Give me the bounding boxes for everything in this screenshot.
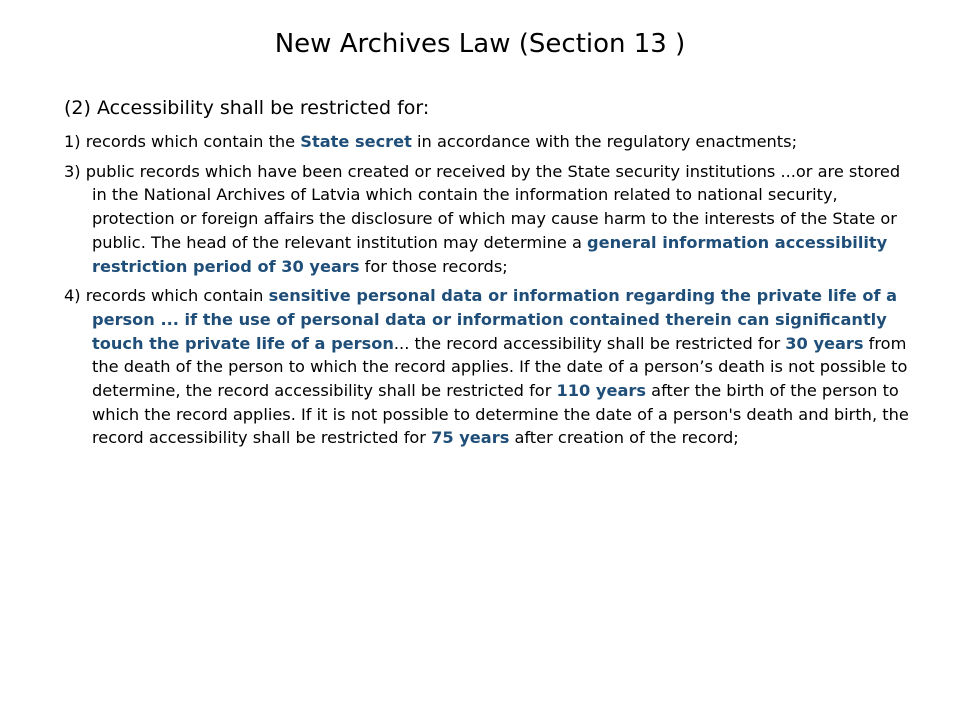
highlighted-term: 30 years <box>785 333 864 353</box>
text-segment: from the death of the person to which the record applies. If the date of a person’s death is not possible to determine, the record accessibility shall be restricted for <box>92 333 908 401</box>
slide-body <box>64 93 914 456</box>
highlighted-term: 75 years <box>431 428 510 448</box>
text-segment: 1) records which contain the <box>64 132 301 151</box>
highlighted-term: general information accessibility restriction period of 30 years <box>92 232 888 276</box>
section-subheading: (2) Accessibility shall be restricted for: <box>64 97 430 119</box>
text-segment: after creation of the record; <box>509 428 739 448</box>
paragraph-item-3 <box>64 160 914 279</box>
text-segment: after the birth of the person to which the record applies. If it is not possible to determine the date of a person's death and birth, the record accessibility shall be restricted for <box>92 381 909 448</box>
paragraph-item-4 <box>64 284 914 450</box>
text-segment: 3) public records which have been created or received by the State security institutions ...or are stored in the National Archives of Latvia which contain the information related to national security, protection or foreign affairs the disclosure of which may cause harm to the interests of the State or public. The head of the relevant institution may determine a <box>64 161 901 252</box>
highlighted-term: 110 years <box>556 381 646 401</box>
text-segment: for those records; <box>359 256 508 276</box>
text-segment: in accordance with the regulatory enactments; <box>411 132 798 151</box>
text-segment: 4) records which contain <box>64 286 269 306</box>
highlighted-term: sensitive personal data or information regarding the private life of a person ... if the use of personal data or information contained therein can significantly touch the private life of a person <box>92 286 898 353</box>
text-segment: ... the record accessibility shall be restricted for <box>393 333 786 353</box>
paragraph-item-1 <box>64 130 914 154</box>
slide-title: New Archives Law (Section 13 ) <box>274 29 686 59</box>
highlighted-term: State secret <box>300 132 412 151</box>
